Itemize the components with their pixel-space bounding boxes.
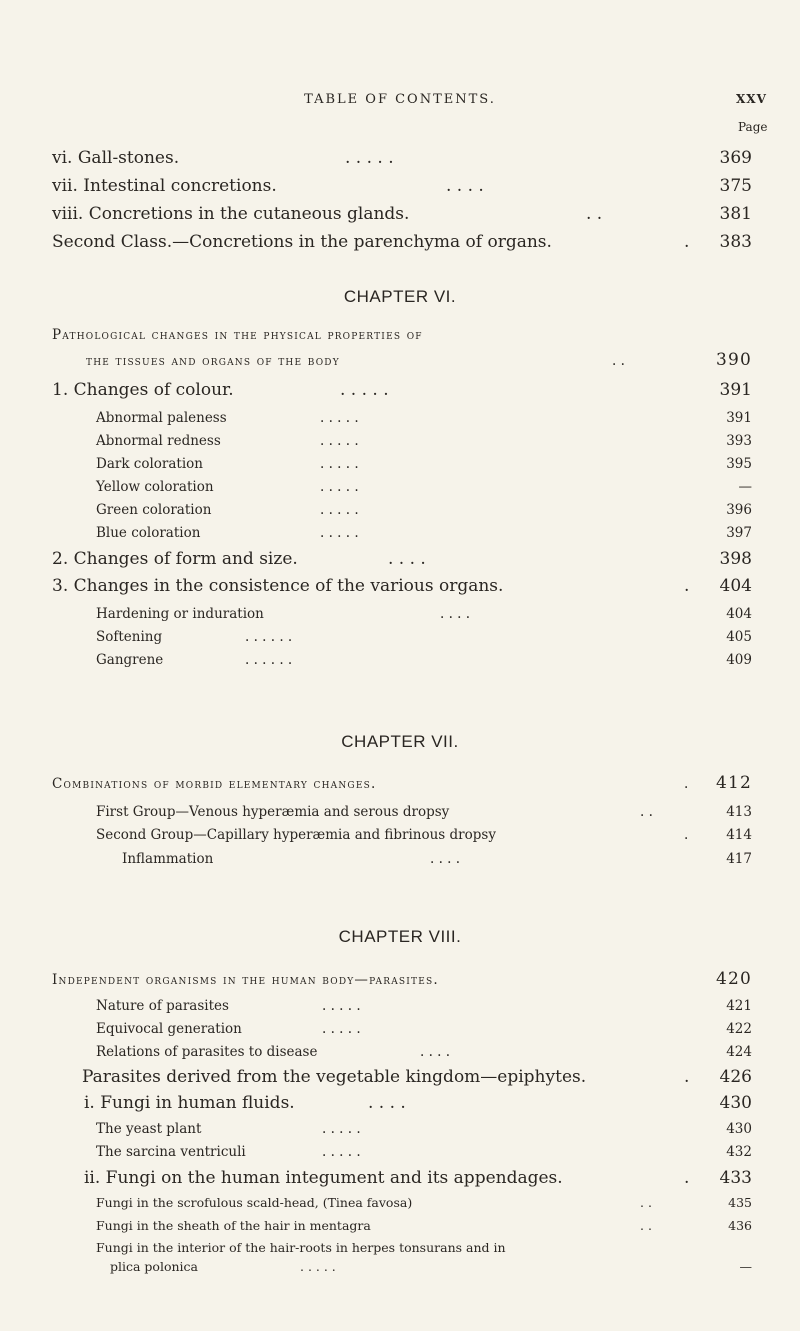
entry-label: 3. Changes in the consistence of the various organs. <box>52 576 504 596</box>
chapter-heading: CHAPTER VI. <box>343 287 457 306</box>
entry-dots: . . . . . <box>322 1144 361 1160</box>
toc-subentry <box>0 1121 800 1143</box>
toc-subentry <box>0 456 800 478</box>
entry-page: 395 <box>726 456 752 472</box>
toc-entry <box>0 148 800 170</box>
entry-label: Equivocal generation <box>96 1021 242 1037</box>
toc-subentry <box>0 479 800 501</box>
entry-dots: . . . . . . <box>245 652 293 668</box>
entry-label: 1. Changes of colour. <box>52 380 234 400</box>
entry-page: 424 <box>726 1044 752 1060</box>
entry-dots: . . . . <box>420 1044 451 1060</box>
chapter-title: the tissues and organs of the body <box>86 353 340 369</box>
chapter-title-line <box>0 969 800 994</box>
entry-dots: . <box>684 1168 690 1188</box>
entry-label: Parasites derived from the vegetable kingdom—epiphytes. <box>82 1067 587 1087</box>
toc-subentry <box>0 1021 800 1043</box>
chapter-title: Pathological changes in the physical properties of <box>52 327 423 343</box>
entry-label: 2. Changes of form and size. <box>52 549 298 569</box>
entry-label: Fungi in the sheath of the hair in mentagra <box>96 1218 371 1233</box>
toc-subentry <box>0 1144 800 1166</box>
toc-subentry <box>0 606 800 628</box>
entry-page: 413 <box>726 804 752 820</box>
entry-dots: . . <box>640 1195 652 1210</box>
chapter-title-line <box>0 327 800 349</box>
toc-subentry <box>0 502 800 524</box>
toc-entry <box>0 549 800 571</box>
chapter-title: Combinations of morbid elementary changes. <box>52 776 377 792</box>
toc-subentry <box>0 851 800 873</box>
toc-subentry <box>0 629 800 651</box>
entry-page: 420 <box>715 969 752 989</box>
entry-page: 430 <box>719 1093 752 1113</box>
entry-label: Blue coloration <box>96 525 201 541</box>
entry-label: The yeast plant <box>96 1121 202 1137</box>
entry-dots: . . . . <box>368 1093 406 1113</box>
chapter-title-line <box>0 350 800 375</box>
entry-label: viii. Concretions in the cutaneous glands. <box>52 204 410 224</box>
entry-label: i. Fungi in human fluids. <box>84 1093 295 1113</box>
entry-page: 422 <box>726 1021 752 1037</box>
toc-subentry <box>0 1044 800 1066</box>
entry-page: 391 <box>726 410 752 426</box>
entry-page: 432 <box>726 1144 752 1160</box>
toc-subentry <box>0 1218 800 1240</box>
toc-entry <box>0 232 800 254</box>
entry-page: 369 <box>719 148 752 168</box>
running-header <box>0 92 800 112</box>
toc-subentry <box>0 1195 800 1217</box>
entry-label: Second Class.—Concretions in the parenchyma of organs. <box>52 232 552 252</box>
running-title: TABLE OF CONTENTS. <box>304 92 496 107</box>
entry-dots: . <box>684 232 690 252</box>
entry-dots: . . . . . <box>320 525 359 541</box>
toc-entry <box>0 380 800 402</box>
entry-page: 404 <box>719 576 752 596</box>
entry-label: vii. Intestinal concretions. <box>52 176 277 196</box>
entry-label: First Group—Venous hyperæmia and serous dropsy <box>96 804 450 820</box>
entry-dots: . . . . . <box>322 1021 361 1037</box>
toc-subentry <box>0 804 800 826</box>
entry-label: Softening <box>96 629 163 645</box>
entry-label: Abnormal redness <box>96 433 221 449</box>
toc-subentry <box>0 652 800 674</box>
entry-dots: . . . . . <box>320 433 359 449</box>
entry-page: 412 <box>715 773 752 793</box>
toc-entry <box>0 176 800 198</box>
entry-label: Gangrene <box>96 652 164 668</box>
entry-dots: . . . . . <box>322 1121 361 1137</box>
entry-dots: . . . . . <box>345 148 394 168</box>
page-number-roman: XXV <box>736 92 767 106</box>
toc-entry <box>0 576 800 598</box>
entry-dots: . . . . . <box>320 410 359 426</box>
entry-page: 433 <box>719 1168 752 1188</box>
toc-entry <box>0 204 800 226</box>
entry-page: 421 <box>726 998 752 1014</box>
entry-label: Inflammation <box>122 851 214 867</box>
entry-label: Fungi in the interior of the hair-roots in herpes tonsurans and in <box>96 1240 506 1255</box>
entry-label: Abnormal paleness <box>96 410 227 426</box>
entry-dots: . . . . . <box>320 479 359 495</box>
entry-page: 396 <box>726 502 752 518</box>
entry-page: 409 <box>726 652 752 668</box>
chapter-heading: CHAPTER VIII. <box>338 927 462 946</box>
entry-page: — <box>738 479 752 495</box>
entry-label: ii. Fungi on the human integument and its appendages. <box>84 1168 563 1188</box>
entry-page: 436 <box>728 1218 752 1233</box>
entry-label: Hardening or induration <box>96 606 264 622</box>
entry-dots: . . . . <box>388 549 426 569</box>
entry-page: 391 <box>719 380 752 400</box>
entry-dots: . . <box>640 1218 652 1233</box>
chapter-title-line <box>0 773 800 798</box>
entry-dots: . . . . . . <box>245 629 293 645</box>
chapter-heading: CHAPTER VII. <box>341 732 459 751</box>
toc-subentry <box>0 525 800 547</box>
entry-page: 390 <box>715 350 752 370</box>
toc-subentry <box>0 998 800 1020</box>
entry-label: The sarcina ventriculi <box>96 1144 246 1160</box>
entry-page: 417 <box>726 851 752 867</box>
entry-label: Yellow coloration <box>96 479 214 495</box>
toc-subentry <box>0 1259 800 1281</box>
entry-page: 397 <box>726 525 752 541</box>
entry-label: Relations of parasites to disease <box>96 1044 318 1060</box>
entry-dots: . <box>684 1067 690 1087</box>
entry-dots: . . . . . <box>300 1259 336 1274</box>
entry-label: Nature of parasites <box>96 998 229 1014</box>
toc-subentry <box>0 827 800 849</box>
entry-page: 375 <box>719 176 752 196</box>
page-column-label: Page <box>738 120 768 134</box>
entry-dots: . . <box>640 804 653 820</box>
entry-page: 430 <box>726 1121 752 1137</box>
entry-dots: . <box>684 576 690 596</box>
toc-subentry <box>0 410 800 432</box>
entry-dots: . . . . . <box>320 502 359 518</box>
entry-page: 435 <box>728 1195 752 1210</box>
entry-label: plica polonica <box>110 1259 198 1274</box>
entry-page: 414 <box>726 827 752 843</box>
entry-page: 398 <box>719 549 752 569</box>
entry-page: 405 <box>726 629 752 645</box>
entry-label: Green coloration <box>96 502 212 518</box>
entry-dots: . <box>684 827 689 843</box>
entry-dots: . <box>684 776 689 792</box>
entry-dots: . . <box>612 353 625 369</box>
entry-page: — <box>739 1259 752 1274</box>
toc-entry <box>0 1168 800 1190</box>
entry-label: Fungi in the scrofulous scald-head, (Tinea favosa) <box>96 1195 413 1210</box>
entry-page: 381 <box>719 204 752 224</box>
entry-dots: . . . . . <box>322 998 361 1014</box>
toc-subentry <box>0 433 800 455</box>
entry-label: Second Group—Capillary hyperæmia and fibrinous dropsy <box>96 827 496 843</box>
entry-dots: . . . . <box>430 851 461 867</box>
entry-dots: . . . . <box>446 176 484 196</box>
entry-page: 426 <box>719 1067 752 1087</box>
entry-page: 404 <box>726 606 752 622</box>
chapter-title: Independent organisms in the human body—parasites. <box>52 972 439 988</box>
entry-dots: . . . . <box>440 606 471 622</box>
entry-dots: . . <box>586 204 603 224</box>
toc-entry <box>0 1067 800 1089</box>
entry-dots: . . . . . <box>340 380 389 400</box>
entry-page: 393 <box>726 433 752 449</box>
entry-label: Dark coloration <box>96 456 203 472</box>
entry-page: 383 <box>719 232 752 252</box>
entry-dots: . . . . . <box>320 456 359 472</box>
toc-entry <box>0 1093 800 1115</box>
entry-label: vi. Gall-stones. <box>52 148 180 168</box>
